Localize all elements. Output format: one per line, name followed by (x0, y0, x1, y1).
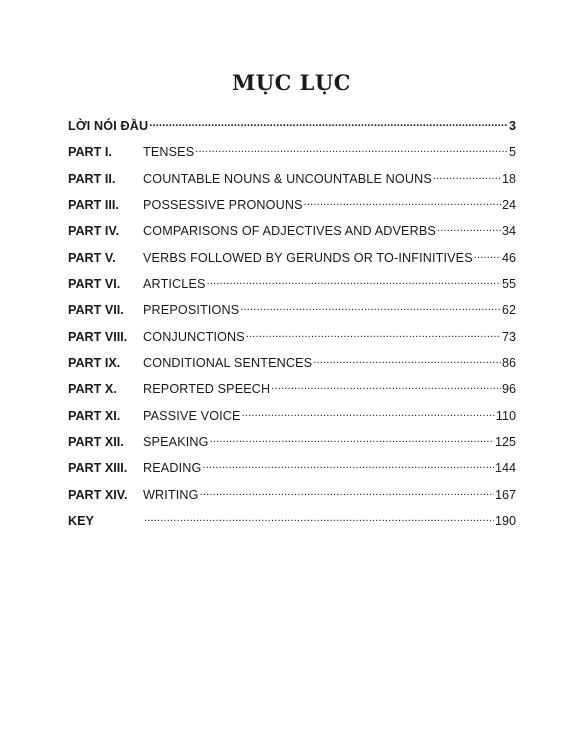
toc-row (68, 297, 516, 323)
toc-entry-title: COUNTABLE NOUNS & UNCOUNTABLE NOUNS (143, 171, 432, 186)
toc-page-number: 110 (495, 408, 516, 423)
page-title: MỤC LỤC (232, 70, 351, 95)
toc-part-label: PART VIII. (68, 329, 128, 344)
toc-row-key (68, 508, 516, 534)
dot-leader (474, 248, 501, 262)
dot-leader (242, 406, 495, 420)
toc-entry-title: COMPARISONS OF ADJECTIVES AND ADVERBS (143, 224, 436, 239)
toc-page-number: 125 (494, 435, 516, 450)
toc-page-number: 167 (494, 487, 516, 502)
toc-entry-title: WRITING (143, 487, 199, 502)
toc-page-number: 62 (501, 303, 516, 318)
toc-row-preface (68, 113, 516, 139)
toc-entry-title: REPORTED SPEECH (143, 382, 271, 397)
toc-part-label: KEY (68, 514, 94, 529)
toc-page-number: 46 (501, 250, 516, 265)
toc-entry-title: PASSIVE VOICE (143, 408, 241, 423)
toc-page-number: 18 (501, 171, 516, 186)
dot-leader (271, 379, 501, 393)
dot-leader (313, 353, 501, 367)
toc-row (68, 429, 516, 455)
toc-entry-title: POSSESSIVE PRONOUNS (143, 198, 303, 213)
dot-leader (202, 458, 494, 472)
toc-entry-title: READING (143, 461, 202, 476)
dot-leader (437, 221, 501, 235)
toc-page-number: 86 (501, 356, 516, 371)
toc-row (68, 455, 516, 481)
toc-part-label: PART XIV. (68, 487, 128, 502)
toc-row (68, 218, 516, 244)
toc-row (68, 192, 516, 218)
toc-row (68, 139, 516, 165)
toc-part-label: PART I. (68, 145, 112, 160)
toc-page-number: 96 (501, 382, 516, 397)
dot-leader (240, 300, 501, 314)
toc-part-label: PART IV. (68, 224, 120, 239)
toc-part-label: PART VI. (68, 277, 121, 292)
toc-part-label: PART XI. (68, 408, 121, 423)
toc-row (68, 271, 516, 297)
toc-row (68, 403, 516, 429)
toc-row (68, 350, 516, 376)
toc-part-label: PART II. (68, 171, 116, 186)
toc-entry-title: TENSES (143, 145, 195, 160)
toc-row (68, 324, 516, 350)
toc-row (68, 376, 516, 402)
table-of-contents (68, 113, 516, 535)
toc-entry-title: PREPOSITIONS (143, 303, 240, 318)
dot-leader (149, 116, 508, 130)
dot-leader (210, 432, 494, 446)
dot-leader (304, 195, 501, 209)
dot-leader (195, 142, 508, 156)
toc-part-label: PART V. (68, 250, 116, 265)
toc-preface-label: LỜI NÓI ĐẦU (68, 119, 149, 133)
toc-row (68, 245, 516, 271)
toc-entry-title: SPEAKING (143, 435, 209, 450)
toc-page-number: 34 (501, 224, 516, 239)
toc-entry-title: CONDITIONAL SENTENCES (143, 356, 313, 371)
toc-entry-title: VERBS FOLLOWED BY GERUNDS OR TO-INFINITIVES (143, 250, 473, 265)
toc-page-number: 5 (508, 145, 516, 160)
toc-part-label: PART XIII. (68, 461, 128, 476)
toc-row (68, 482, 516, 508)
toc-row (68, 166, 516, 192)
toc-part-label: PART XII. (68, 435, 124, 450)
toc-part-label: PART X. (68, 382, 117, 397)
toc-part-label: PART VII. (68, 303, 124, 318)
toc-page-number: 144 (494, 461, 516, 476)
dot-leader (433, 169, 501, 183)
toc-part-label: PART IX. (68, 356, 121, 371)
toc-part-label: PART III. (68, 198, 119, 213)
toc-page-number: 55 (501, 277, 516, 292)
toc-page-number: 24 (501, 198, 516, 213)
toc-entry-title: CONJUNCTIONS (143, 329, 245, 344)
dot-leader (144, 511, 494, 525)
toc-page-number: 3 (508, 119, 516, 133)
toc-page-number: 190 (494, 514, 516, 529)
toc-entry-title: ARTICLES (143, 277, 206, 292)
toc-page-number: 73 (501, 329, 516, 344)
dot-leader (246, 327, 501, 341)
dot-leader (207, 274, 501, 288)
dot-leader (200, 485, 494, 499)
